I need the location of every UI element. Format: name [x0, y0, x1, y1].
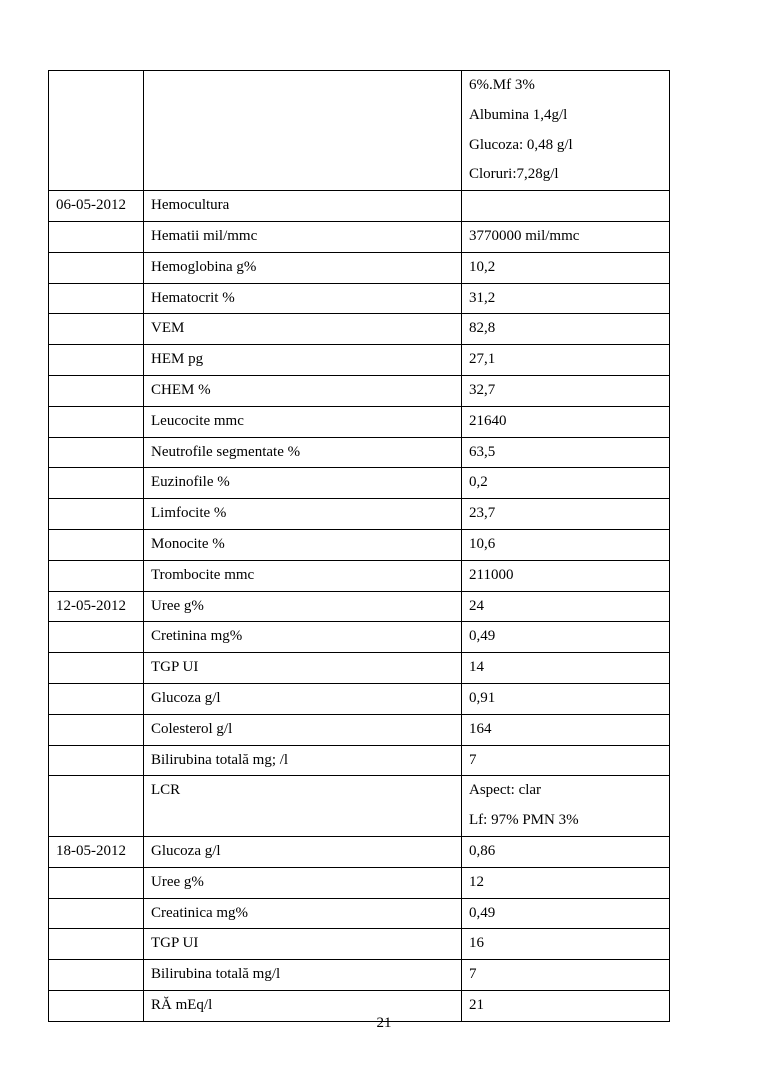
result-value-line: 82,8: [469, 320, 496, 337]
test-name-cell: Hemoglobina g%: [144, 252, 462, 283]
result-value-line: 24: [469, 597, 484, 614]
test-name-cell: Limfocite %: [144, 499, 462, 530]
test-name-cell: Glucoza g/l: [144, 683, 462, 714]
result-value-cell: [462, 867, 670, 898]
result-value-cell: [462, 560, 670, 591]
result-value-line: 21: [469, 996, 484, 1013]
lab-results-table: [48, 70, 670, 1022]
table-row: [49, 776, 670, 837]
test-name-cell: Trombocite mmc: [144, 560, 462, 591]
date-cell: [49, 745, 144, 776]
test-name-cell: Hemocultura: [144, 191, 462, 222]
table-row: [49, 191, 670, 222]
result-value-line: 0,91: [469, 689, 496, 706]
result-value-cell: [462, 960, 670, 991]
test-name-cell: VEM: [144, 314, 462, 345]
table-row: [49, 314, 670, 345]
date-cell: 18-05-2012: [49, 836, 144, 867]
table-row: [49, 898, 670, 929]
table-row: [49, 283, 670, 314]
date-cell: [49, 221, 144, 252]
date-cell: [49, 622, 144, 653]
result-value-cell: [462, 714, 670, 745]
test-name-cell: Monocite %: [144, 529, 462, 560]
test-name-cell: Hematii mil/mmc: [144, 221, 462, 252]
table-row: [49, 529, 670, 560]
result-value-cell: [462, 221, 670, 252]
result-value-cell: [462, 499, 670, 530]
result-value-cell: [462, 776, 670, 837]
date-cell: [49, 375, 144, 406]
result-value-cell: [462, 437, 670, 468]
test-name-cell: Neutrofile segmentate %: [144, 437, 462, 468]
result-value-line: 0,49: [469, 904, 496, 921]
result-value-line: 32,7: [469, 381, 496, 398]
table-row: [49, 437, 670, 468]
date-cell: 06-05-2012: [49, 191, 144, 222]
result-value-cell: [462, 529, 670, 560]
test-name-cell: CHEM %: [144, 375, 462, 406]
result-value-cell: [462, 745, 670, 776]
result-value-line: 10,2: [469, 258, 496, 275]
result-value-cell: [462, 252, 670, 283]
table-row: [49, 345, 670, 376]
result-value-cell: [462, 622, 670, 653]
result-value-cell: [462, 468, 670, 499]
date-cell: [49, 529, 144, 560]
result-value-cell: [462, 406, 670, 437]
date-cell: [49, 252, 144, 283]
result-value-line: 16: [469, 935, 484, 952]
table-row: [49, 683, 670, 714]
table-row: [49, 929, 670, 960]
result-value-line: 0,2: [469, 474, 488, 491]
result-value-line: Lf: 97% PMN 3%: [469, 812, 579, 829]
date-cell: [49, 714, 144, 745]
table-row: [49, 960, 670, 991]
result-value-line: Aspect: clar: [469, 782, 542, 799]
test-name-cell: [144, 71, 462, 191]
test-name-cell: Bilirubina totală mg; /l: [144, 745, 462, 776]
test-name-cell: Uree g%: [144, 591, 462, 622]
date-cell: [49, 867, 144, 898]
test-name-cell: TGP UI: [144, 929, 462, 960]
result-value-line: Albumina 1,4g/l: [469, 106, 568, 123]
table-row: [49, 622, 670, 653]
date-cell: [49, 776, 144, 837]
table-row: [49, 591, 670, 622]
page-number: 21: [376, 1015, 392, 1031]
table-row: [49, 252, 670, 283]
result-value-line: 0,86: [469, 842, 496, 859]
test-name-cell: RĂ mEq/l: [144, 990, 462, 1021]
result-value-line: 0,49: [469, 628, 496, 645]
result-value-cell: [462, 345, 670, 376]
test-name-cell: Cretinina mg%: [144, 622, 462, 653]
date-cell: [49, 960, 144, 991]
test-name-cell: TGP UI: [144, 653, 462, 684]
date-cell: [49, 283, 144, 314]
test-name-cell: Hematocrit %: [144, 283, 462, 314]
result-value-cell: [462, 929, 670, 960]
date-cell: [49, 345, 144, 376]
table-row: [49, 375, 670, 406]
test-name-cell: Uree g%: [144, 867, 462, 898]
result-value-line: 3770000 mil/mmc: [469, 227, 580, 244]
test-name-cell: Bilirubina totală mg/l: [144, 960, 462, 991]
table-row: [49, 468, 670, 499]
result-value-line: Cloruri:7,28g/l: [469, 166, 559, 183]
date-cell: [49, 71, 144, 191]
table-row: [49, 560, 670, 591]
date-cell: [49, 437, 144, 468]
result-value-cell: [462, 591, 670, 622]
result-value-cell: [462, 283, 670, 314]
result-value-line: 12: [469, 873, 484, 890]
test-name-cell: Creatinica mg%: [144, 898, 462, 929]
date-cell: [49, 406, 144, 437]
result-value-line: 7: [469, 751, 477, 768]
result-value-cell: [462, 191, 670, 222]
result-value-line: Glucoza: 0,48 g/l: [469, 136, 573, 153]
result-value-cell: [462, 653, 670, 684]
date-cell: [49, 683, 144, 714]
result-value-cell: [462, 71, 670, 191]
table-row: [49, 867, 670, 898]
date-cell: [49, 653, 144, 684]
table-row: [49, 499, 670, 530]
result-value-line: 7: [469, 966, 477, 983]
result-value-line: 10,6: [469, 535, 496, 552]
table-row: [49, 71, 670, 191]
result-value-line: 27,1: [469, 351, 496, 368]
result-value-line: 211000: [469, 566, 514, 583]
test-name-cell: HEM pg: [144, 345, 462, 376]
test-name-cell: Colesterol g/l: [144, 714, 462, 745]
table-row: [49, 836, 670, 867]
result-value-cell: [462, 314, 670, 345]
result-value-cell: [462, 375, 670, 406]
result-value-line: [469, 191, 669, 221]
table-row: [49, 714, 670, 745]
result-value-cell: [462, 683, 670, 714]
table-row: [49, 406, 670, 437]
table-row: [49, 221, 670, 252]
result-value-line: 23,7: [469, 505, 496, 522]
result-value-line: 6%.Mf 3%: [469, 77, 535, 93]
result-value-line: 164: [469, 720, 492, 737]
date-cell: [49, 929, 144, 960]
result-value-cell: [462, 836, 670, 867]
lab-results-body: [49, 71, 670, 1022]
test-name-cell: Leucocite mmc: [144, 406, 462, 437]
date-cell: [49, 898, 144, 929]
result-value-line: 31,2: [469, 289, 496, 306]
result-value-line: 14: [469, 659, 484, 676]
result-value-cell: [462, 898, 670, 929]
result-value-line: 63,5: [469, 443, 496, 460]
date-cell: 12-05-2012: [49, 591, 144, 622]
test-name-cell: Glucoza g/l: [144, 836, 462, 867]
table-row: [49, 745, 670, 776]
table-row: [49, 653, 670, 684]
date-cell: [49, 468, 144, 499]
test-name-cell: Euzinofile %: [144, 468, 462, 499]
date-cell: [49, 499, 144, 530]
test-name-cell: LCR: [144, 776, 462, 837]
date-cell: [49, 560, 144, 591]
result-value-line: 21640: [469, 412, 507, 429]
date-cell: [49, 314, 144, 345]
